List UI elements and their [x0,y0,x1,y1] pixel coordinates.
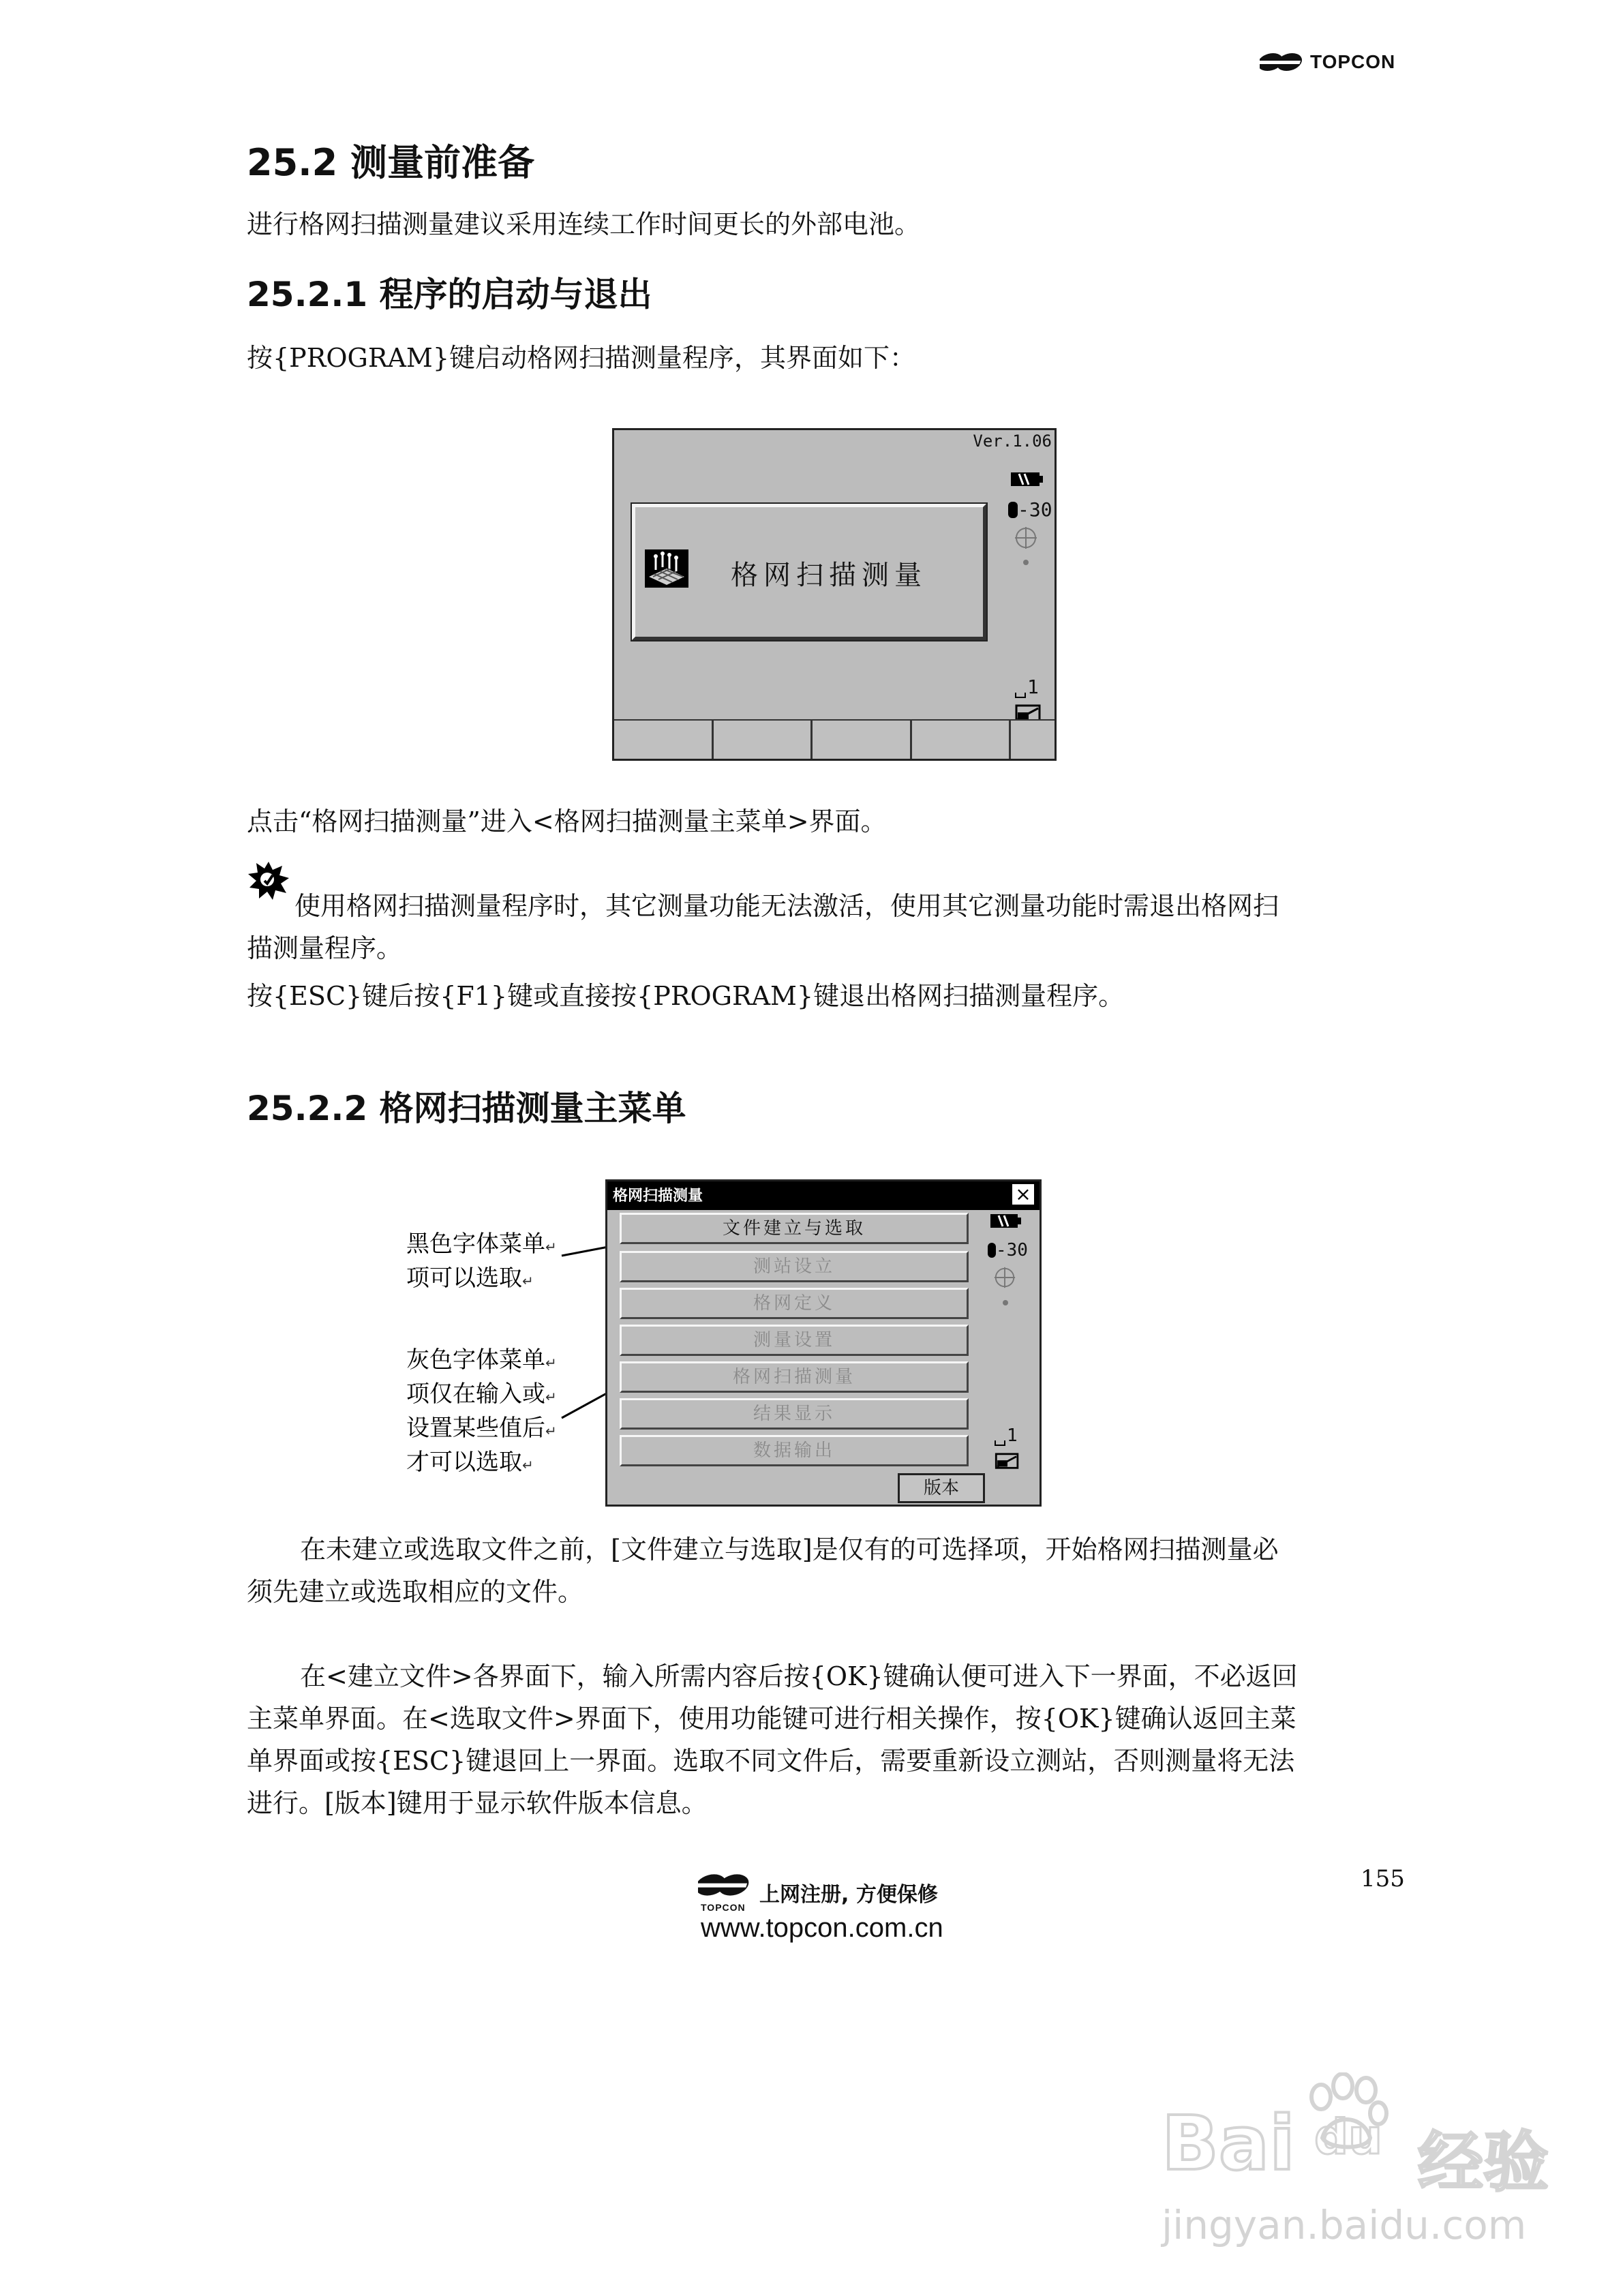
sub1-heading: 25.2.1 程序的启动与退出 [247,275,652,314]
softkey-f4[interactable] [912,721,1012,759]
grid-scan-icon [645,549,688,588]
prism-icon [988,1243,996,1258]
space-icon [1015,693,1026,698]
menu-grid-scan-measure: 格网扫描测量 [620,1361,969,1393]
annotation-disabled: 灰色字体菜单↵ 项仅在输入或↵ 设置某些值后↵ 才可以选取↵ [406,1346,557,1476]
after2-p2-line1: 在<建立文件>各界面下，输入所需内容后按{OK}键确认便可进入下一界面，不必返回 [300,1661,1298,1691]
prism-constant [988,1240,1028,1260]
status-panel-2 [981,1213,1035,1472]
watermark-bai: Bai [1162,2100,1295,2187]
section-intro: 进行格网扫描测量建议采用连续工作时间更长的外部电池。 [247,209,921,239]
footer-slogan: 上网注册, 方便保修 [759,1883,938,1907]
menu-station-setup: 测站设立 [620,1251,969,1282]
after1-paragraph: 点击“格网扫描测量”进入<格网扫描测量主菜单>界面。 [247,806,887,836]
crosshair-icon [993,1266,1016,1289]
battery-icon [1011,471,1044,487]
input-mode-value: 1 [1027,676,1039,698]
softkey-f2[interactable] [714,721,813,759]
title-bar [607,1181,1040,1210]
program-label: 格网扫描测量 [731,560,927,591]
watermark-jingyan: 经验 [1418,2124,1549,2201]
screen-icon [995,1453,1020,1470]
footer-branding [698,1868,984,1943]
dot-icon [1003,1300,1008,1305]
after2-p2-line4: 进行。[版本]键用于显示软件版本信息。 [247,1788,708,1818]
menu-data-output: 数据输出 [620,1435,969,1466]
sub1-paragraph: 按{PROGRAM}键启动格网扫描测量程序，其界面如下： [247,343,916,373]
page-number: 155 [1361,1865,1405,1892]
after2-p2-line2: 主菜单界面。在<选取文件>界面下，使用功能键可进行相关操作，按{OK}键确认返回主菜 [247,1704,1296,1734]
watermark-du: du [1314,2109,1382,2165]
sub2-heading: 25.2.2 格网扫描测量主菜单 [247,1089,686,1128]
note-line-1: 使用格网扫描测量程序时，其它测量功能无法激活，使用其它测量功能时需退出格网扫 [294,891,1279,921]
dot-icon [1023,560,1029,565]
softkey-func[interactable] [1011,721,1055,759]
input-mode [1015,676,1039,698]
after2-p1-line2: 须先建立或选取相应的文件。 [247,1577,584,1607]
menu-result-display: 结果显示 [620,1398,969,1430]
annotation-enabled: 黑色字体菜单↵ 项可以选取↵ [406,1230,557,1292]
input-mode-value: 1 [1007,1425,1018,1446]
battery-icon [990,1213,1022,1229]
grid-scan-main-menu-screen [605,1179,1042,1507]
after2-p1-line1: 在未建立或选取文件之前，[文件建立与选取]是仅有的可选择项，开始格网扫描测量必 [300,1535,1279,1565]
input-mode [995,1425,1018,1446]
close-button[interactable]: × [1011,1183,1035,1206]
header-brand: TOPCON [1310,51,1396,72]
softkey-f3[interactable] [813,721,912,759]
grid-scan-program-button[interactable] [632,504,986,640]
footer-brand: TOPCON [701,1902,746,1913]
program-launch-screen [612,428,1057,761]
baidu-watermark [1159,2072,1595,2277]
topcon-logo-icon [698,1868,755,1902]
softkey-bar [614,719,1055,759]
header-logo [1260,45,1395,79]
menu-measurement-settings: 测量设置 [620,1325,969,1356]
version-button[interactable]: 版本 [898,1473,985,1503]
note-line-2: 描测量程序。 [247,933,403,963]
prism-constant [1008,498,1052,521]
menu-grid-definition: 格网定义 [620,1288,969,1319]
topcon-logo-icon [1260,48,1307,76]
crosshair-icon [1014,526,1038,550]
after1-paragraph-2: 按{ESC}键后按{F1}键或直接按{PROGRAM}键退出格网扫描测量程序。 [247,981,1125,1011]
prism-constant-value: -30 [1018,498,1052,521]
after2-p2-line3: 单界面或按{ESC}键退回上一界面。选取不同文件后，需要重新设立测站，否则测量将无法 [247,1746,1295,1776]
menu-file-create-select[interactable]: 文件建立与选取 [620,1213,969,1244]
footer-url: www.topcon.com.cn [701,1913,943,1943]
section-heading: 25.2 测量前准备 [247,141,535,184]
window-title: 格网扫描测量 [613,1188,703,1205]
note-icon [247,860,290,901]
watermark-url: jingyan.baidu.com [1162,2202,1527,2248]
status-panel [1000,471,1055,723]
softkey-f1[interactable] [614,721,714,759]
space-icon [995,1440,1005,1446]
prism-icon [1008,502,1018,518]
version-label: Ver.1.06 [973,432,1052,451]
prism-constant-value: -30 [996,1240,1028,1260]
